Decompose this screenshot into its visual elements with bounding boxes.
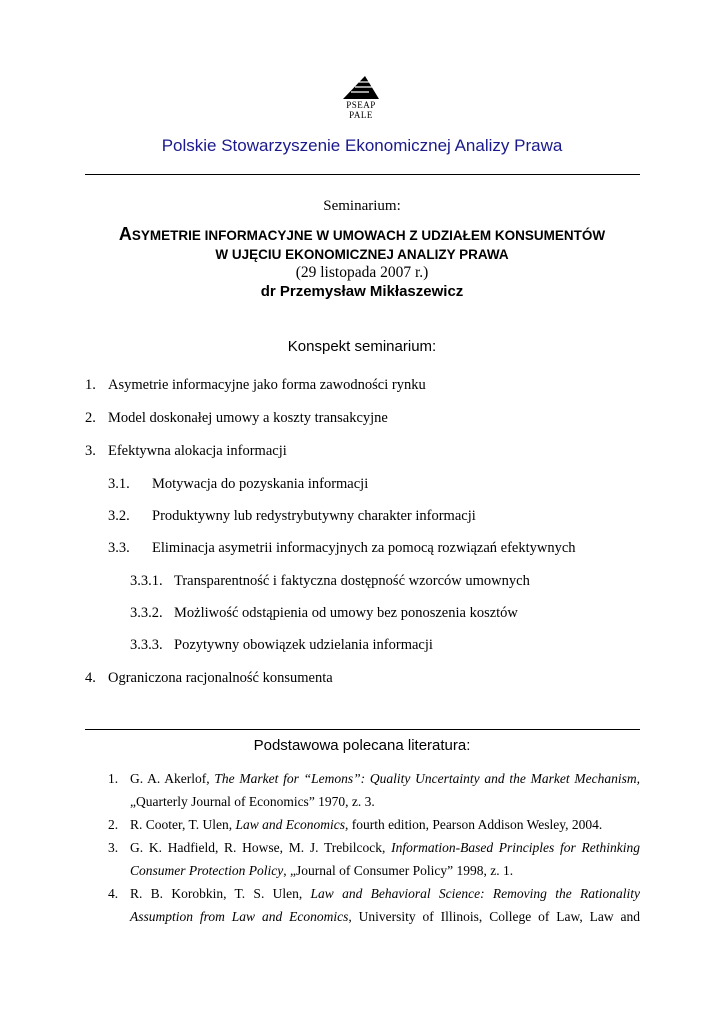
literature-title: Podstawowa polecana literatura:	[253, 737, 471, 754]
header-divider	[85, 174, 640, 175]
reference-title: The Market for “Lemons”: Quality Uncertainty and the Market Mechanism,	[214, 771, 640, 786]
outline-item-number: 3.2.	[108, 508, 130, 524]
reference-number: 4.	[108, 886, 119, 901]
organization-name: Polskie Stowarzyszenie Ekonomicznej Analizy Prawa	[161, 136, 563, 155]
reference-text	[130, 836, 640, 882]
outline-item-text: Możliwość odstąpienia od umowy bez ponoszenia kosztów	[174, 605, 518, 621]
outline-item-text: Pozytywny obowiązek udzielania informacji	[174, 637, 433, 653]
outline-item-number: 3.	[85, 443, 96, 459]
outline-item-text: Motywacja do pozyskania informacji	[152, 476, 369, 492]
title-initial-cap: A	[118, 224, 132, 244]
outline-item-text: Efektywna alokacja informacji	[108, 443, 287, 459]
pyramid-logo-icon	[341, 74, 381, 100]
reference-number: 2.	[108, 817, 119, 832]
outline-item-number: 3.3.	[108, 540, 130, 556]
seminar-title-line2: W UJĘCIU EKONOMICZNEJ ANALIZY PRAWA	[215, 247, 509, 262]
outline-item-text: Model doskonałej umowy a koszty transakcyjne	[108, 410, 388, 426]
reference-title: Law and Behavioral Science: Removing the Rationality Assumption from Law and Economics	[130, 886, 640, 924]
outline-item-number: 3.3.3.	[130, 637, 163, 653]
reference-details: „Quarterly Journal of Economics” 1970, z. 3.	[130, 794, 375, 809]
literature-divider	[85, 729, 640, 730]
outline-item-number: 2.	[85, 410, 96, 426]
reference-number: 3.	[108, 840, 119, 855]
outline-title: Konspekt seminarium:	[287, 338, 437, 355]
reference-authors: G. K. Hadfield, R. Howse, M. J. Trebilcock,	[130, 840, 392, 855]
seminar-author: dr Przemysław Mikłaszewicz	[260, 283, 464, 300]
title-line1-text: SYMETRIE INFORMACYJNE W UMOWACH Z UDZIAŁEM KONSUMENTÓW	[131, 228, 606, 243]
outline-item-number: 1.	[85, 377, 96, 393]
outline-item-number: 3.3.2.	[130, 605, 163, 621]
seminar-label: Seminarium:	[323, 198, 401, 214]
reference-number: 1.	[108, 771, 119, 786]
reference-authors: R. Cooter, T. Ulen,	[130, 817, 236, 832]
seminar-title-line1	[0, 224, 724, 245]
outline-item-number: 3.3.1.	[130, 573, 163, 589]
reference-details: , „Journal of Consumer Policy” 1998, z. 1.	[283, 863, 514, 878]
reference-text	[130, 882, 640, 928]
reference-authors: R. B. Korobkin, T. S. Ulen,	[130, 886, 311, 901]
reference-title: Law and Economics	[235, 817, 345, 832]
reference-text	[130, 767, 640, 813]
reference-title: Information-Based Principles for Rethinking Consumer Protection Policy	[130, 840, 640, 878]
reference-item	[108, 836, 640, 882]
reference-authors: G. A. Akerlof,	[130, 771, 215, 786]
reference-details: , fourth edition, Pearson Addison Wesley, 2004.	[344, 817, 603, 832]
outline-item-number: 3.1.	[108, 476, 130, 492]
reference-item	[108, 767, 640, 813]
outline-item-text: Asymetrie informacyjne jako forma zawodności rynku	[108, 377, 426, 393]
reference-text	[130, 813, 640, 836]
outline-item-text: Transparentność i faktyczna dostępność wzorców umownych	[174, 573, 530, 589]
outline-item-text: Ograniczona racjonalność konsumenta	[108, 670, 333, 686]
seminar-date: (29 listopada 2007 r.)	[295, 264, 429, 281]
outline-item-text: Produktywny lub redystrybutywny charakter informacji	[152, 508, 476, 524]
pseap-logo	[331, 74, 391, 120]
outline-item-text: Eliminacja asymetrii informacyjnych za pomocą rozwiązań efektywnych	[152, 540, 576, 556]
reference-item	[108, 882, 640, 928]
reference-details: , University of Illinois, College of Law, Law and	[348, 909, 640, 924]
outline-item-number: 4.	[85, 670, 96, 686]
logo-text-line2: PALE	[349, 110, 373, 120]
logo-text-line1: PSEAP	[346, 100, 376, 110]
reference-item	[108, 813, 640, 836]
